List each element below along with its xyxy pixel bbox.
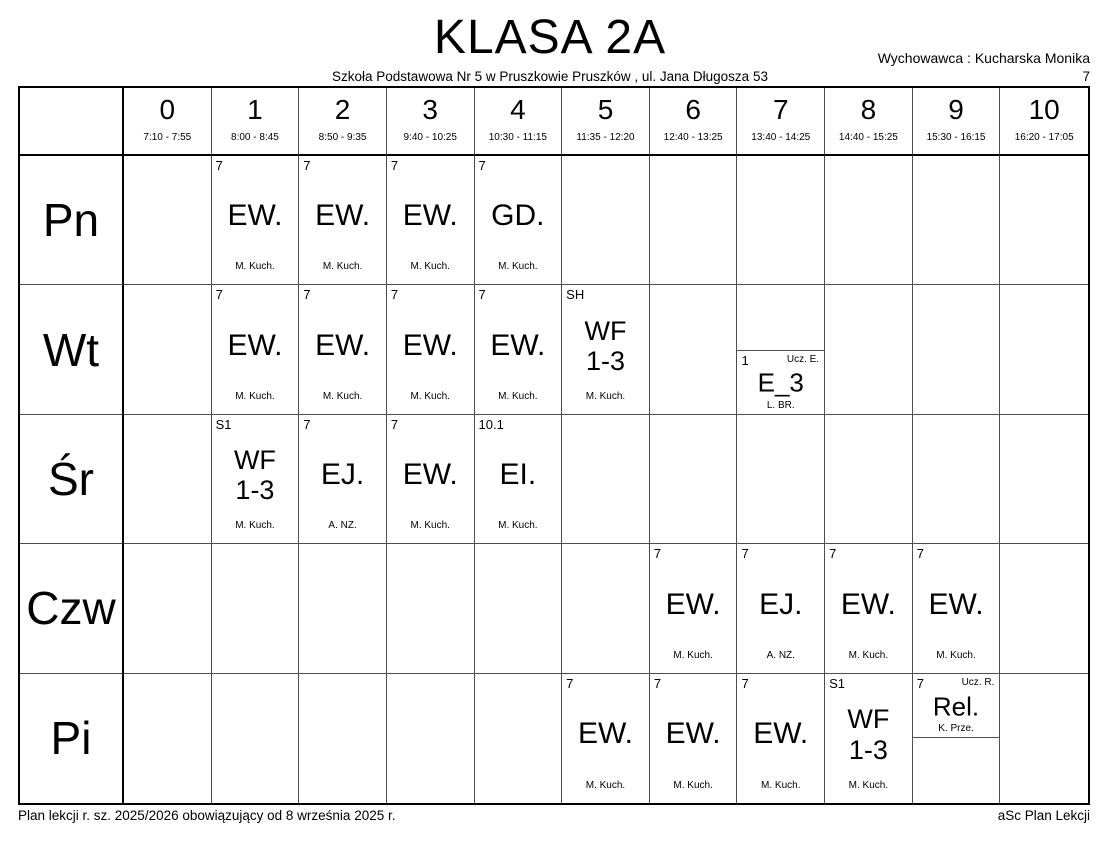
class-number: 7 (1082, 69, 1090, 84)
teacher-label: L. BR. (766, 399, 795, 411)
subject-text: EW. (665, 587, 721, 621)
room-label: 7 (566, 675, 574, 691)
subject-label (387, 458, 474, 492)
subject-text: EW. (665, 717, 721, 751)
cell-d0-p2 (299, 156, 387, 285)
room-label: 7 (303, 158, 311, 173)
subject-label (299, 329, 386, 363)
cell-d3-p2 (299, 544, 387, 673)
cell-d4-p3 (387, 674, 475, 803)
subject-text: EW. (490, 328, 546, 362)
timetable-grid (18, 86, 1090, 805)
teacher-label: M. Kuch. (410, 520, 450, 532)
period-number: 1 (247, 94, 263, 125)
subject-text: EW. (227, 328, 283, 362)
period-number: 7 (772, 94, 789, 125)
period-header-3 (387, 88, 475, 156)
lesson-box (299, 285, 386, 413)
cell-d3-p6 (650, 544, 738, 673)
page-title: KLASA 2A (433, 11, 667, 64)
room-label: 7 (653, 675, 662, 691)
day-name: Wt (42, 323, 100, 376)
period-number: 4 (510, 94, 526, 125)
school-name: Szkoła Podstawowa Nr 5 w Pruszkowie Pruszków , ul. Jana Długosza 53 (332, 69, 768, 84)
period-number: 9 (948, 94, 964, 125)
cell-d3-p10 (1000, 544, 1088, 673)
teacher-label: A. NZ. (328, 520, 357, 532)
subject-label (650, 718, 737, 752)
cell-d3-p8 (825, 544, 913, 673)
subject-text: EW. (753, 717, 809, 751)
cell-d2-p0 (124, 415, 212, 544)
cell-d1-p3 (387, 285, 475, 414)
period-number: 10 (1028, 94, 1060, 125)
room-label: 7 (215, 158, 223, 173)
day-label-2 (20, 285, 124, 414)
cell-d2-p6 (650, 415, 738, 544)
period-header-10 (1000, 88, 1088, 156)
room-label: S1 (829, 675, 845, 691)
room-label: 7 (916, 675, 924, 691)
cell-d0-p8 (825, 156, 913, 285)
subject-text-line2: 1-3 (848, 734, 888, 765)
lesson-box (475, 415, 562, 543)
cell-d3-p0 (124, 544, 212, 673)
cell-d3-p1 (212, 544, 300, 673)
teacher-label: K. Prze. (938, 723, 974, 735)
room-label: 7 (916, 546, 924, 562)
cell-d2-p4 (475, 415, 563, 544)
cell-d4-p0 (124, 674, 212, 803)
cell-d0-p1 (212, 156, 300, 285)
cell-d4-p10 (1000, 674, 1088, 803)
subject-label (825, 588, 912, 622)
subject-text: EW. (928, 587, 984, 621)
cell-d3-p3 (387, 544, 475, 673)
subject-text-line2: 1-3 (235, 475, 275, 506)
cell-d1-p2 (299, 285, 387, 414)
teacher-label: M. Kuch. (498, 520, 538, 532)
cell-d2-p9 (913, 415, 1001, 544)
cell-d1-p0 (124, 285, 212, 414)
room-label: 7 (303, 287, 311, 303)
subject-text: GD. (491, 199, 545, 233)
cell-d2-p8 (825, 415, 913, 544)
room-label: 7 (390, 287, 399, 303)
subject-text: Rel. (932, 691, 980, 722)
teacher-label: M. Kuch. (761, 779, 801, 791)
cell-d0-p5 (562, 156, 650, 285)
period-time: 11:35 - 12:20 (576, 132, 635, 144)
subject-text: WF (584, 315, 627, 346)
cell-d2-p3 (387, 415, 475, 544)
cell-d3-p4 (475, 544, 563, 673)
lesson-box (650, 674, 737, 803)
cell-d4-p8 (825, 674, 913, 803)
lesson-box (913, 674, 1000, 739)
period-header-9 (913, 88, 1001, 156)
teacher-label: M. Kuch. (410, 261, 450, 273)
room-label: 7 (215, 287, 223, 303)
room-label: 7 (390, 158, 399, 173)
period-time: 7:10 - 7:55 (143, 132, 192, 144)
period-time: 8:50 - 9:35 (318, 132, 367, 144)
cell-d1-p4 (475, 285, 563, 414)
cell-d4-p4 (475, 674, 563, 803)
homeroom-teacher: Wychowawca : Kucharska Monika (877, 50, 1090, 66)
period-number: 2 (334, 94, 351, 125)
cell-d1-p9 (913, 285, 1001, 414)
period-number: 0 (159, 94, 176, 125)
subject-label (387, 329, 474, 363)
lesson-box (299, 156, 386, 284)
subject-text: EJ. (759, 587, 803, 621)
period-header-6 (650, 88, 738, 156)
subject-label (825, 704, 912, 764)
period-number: 3 (422, 94, 438, 125)
cell-d0-p0 (124, 156, 212, 285)
day-name: Pi (50, 712, 92, 765)
lesson-box (475, 285, 562, 413)
period-number: 5 (597, 94, 614, 125)
subject-text: EW. (402, 328, 458, 362)
period-header-2 (299, 88, 387, 156)
period-header-1 (212, 88, 300, 156)
group-label: Ucz. R. (961, 676, 995, 688)
teacher-label: M. Kuch. (498, 261, 538, 273)
subject-text: EJ. (320, 458, 365, 492)
room-label: 1 (741, 352, 749, 368)
footer-brand: aSc Plan Lekcji (997, 808, 1090, 823)
room-label: 7 (829, 546, 837, 562)
subject-label (299, 200, 386, 234)
period-header-8 (825, 88, 913, 156)
day-name: Czw (26, 582, 116, 635)
cell-d0-p4 (475, 156, 563, 285)
cell-d4-p9 (913, 674, 1001, 803)
lesson-box (562, 674, 649, 803)
period-header-4 (475, 88, 563, 156)
subject-label (562, 316, 649, 376)
subject-text: EW. (840, 587, 896, 621)
subject-label (475, 458, 562, 492)
teacher-label: M. Kuch. (498, 390, 538, 402)
lesson-box (299, 415, 386, 543)
day-label-3 (20, 415, 124, 544)
period-number: 6 (685, 94, 701, 125)
period-time: 10:30 - 11:15 (488, 132, 547, 144)
cell-d4-p7 (737, 674, 825, 803)
lesson-box (913, 544, 1000, 672)
corner-cell (20, 88, 124, 156)
subject-label (387, 200, 474, 234)
period-time: 13:40 - 14:25 (751, 132, 811, 144)
cell-d1-p6 (650, 285, 738, 414)
cell-d1-p1 (212, 285, 300, 414)
cell-d4-p2 (299, 674, 387, 803)
subject-text: WF (233, 444, 276, 475)
teacher-label: M. Kuch. (585, 390, 626, 402)
cell-d3-p7 (737, 544, 825, 673)
cell-d0-p7 (737, 156, 825, 285)
subject-text: EI. (499, 458, 537, 492)
period-time: 8:00 - 8:45 (231, 132, 279, 144)
teacher-label: M. Kuch. (410, 390, 450, 402)
subject-label (737, 588, 824, 622)
period-header-5 (562, 88, 650, 156)
teacher-label: A. NZ. (766, 649, 795, 661)
subject-text: EW. (315, 328, 371, 362)
cell-d3-p5 (562, 544, 650, 673)
subject-label (650, 588, 737, 622)
cell-d3-p9 (913, 544, 1001, 673)
lesson-box (212, 285, 299, 413)
lesson-box (825, 544, 912, 672)
lesson-box (387, 156, 474, 284)
lesson-box (475, 156, 562, 284)
cell-d2-p7 (737, 415, 825, 544)
subject-label (475, 200, 562, 234)
teacher-label: M. Kuch. (936, 649, 976, 661)
cell-d1-p5 (562, 285, 650, 414)
room-label: 7 (478, 287, 486, 303)
subject-label (737, 369, 824, 398)
teacher-label: M. Kuch. (235, 520, 275, 532)
cell-d4-p1 (212, 674, 300, 803)
subject-label (737, 718, 824, 752)
room-label: 7 (478, 158, 486, 173)
teacher-label: M. Kuch. (673, 649, 713, 661)
subject-label (299, 458, 386, 492)
teacher-label: M. Kuch. (673, 779, 713, 791)
cell-d0-p9 (913, 156, 1001, 285)
cell-d4-p6 (650, 674, 738, 803)
cell-d4-p5 (562, 674, 650, 803)
subject-label (913, 692, 1000, 721)
lesson-box (212, 156, 299, 284)
room-label: 7 (741, 546, 749, 562)
cell-d0-p10 (1000, 156, 1088, 285)
subject-text: WF (847, 704, 890, 735)
lesson-box (737, 544, 824, 672)
teacher-label: M. Kuch. (322, 261, 363, 273)
cell-d2-p1 (212, 415, 300, 544)
teacher-label: M. Kuch. (848, 779, 889, 791)
lesson-box (212, 415, 299, 543)
cell-d2-p10 (1000, 415, 1088, 544)
subject-label (212, 445, 299, 505)
cell-d2-p2 (299, 415, 387, 544)
teacher-label: M. Kuch. (585, 779, 626, 791)
room-label: 7 (741, 675, 749, 691)
period-time: 16:20 - 17:05 (1014, 132, 1074, 144)
lesson-box (737, 350, 824, 414)
period-time: 9:40 - 10:25 (403, 132, 457, 144)
room-label: 7 (390, 416, 399, 432)
day-label-5 (20, 674, 124, 803)
subject-text: EW. (402, 458, 458, 492)
lesson-box (562, 285, 649, 413)
footer-note: Plan lekcji r. sz. 2025/2026 obowiązujący od 8 września 2025 r. (18, 808, 396, 823)
lesson-box (825, 674, 912, 803)
day-name: Śr (48, 452, 94, 505)
period-header-0 (124, 88, 212, 156)
period-time: 15:30 - 16:15 (926, 132, 986, 144)
subject-text-line2: 1-3 (585, 345, 625, 376)
day-label-4 (20, 544, 124, 673)
lesson-box (737, 674, 824, 803)
lesson-box (387, 285, 474, 413)
period-number: 8 (860, 94, 877, 125)
teacher-label: M. Kuch. (235, 261, 275, 273)
day-label-1 (20, 156, 124, 285)
group-label: Ucz. E. (786, 353, 820, 365)
room-label: S1 (215, 416, 232, 432)
cell-d0-p6 (650, 156, 738, 285)
teacher-label: M. Kuch. (235, 390, 275, 402)
room-label: SH (566, 287, 585, 303)
subject-text: EW. (402, 199, 458, 233)
subject-text: E_3 (757, 367, 804, 398)
subject-label (562, 718, 649, 752)
room-label: 7 (303, 416, 311, 432)
subject-label (475, 329, 562, 363)
cell-d1-p7 (737, 285, 825, 414)
period-header-7 (737, 88, 825, 156)
lesson-box (387, 415, 474, 543)
subject-label (212, 329, 299, 363)
subject-text: EW. (227, 199, 283, 233)
cell-d1-p10 (1000, 285, 1088, 414)
cell-d0-p3 (387, 156, 475, 285)
day-name: Pn (42, 194, 100, 247)
teacher-label: M. Kuch. (322, 390, 363, 402)
subject-label (212, 200, 299, 234)
room-label: 10.1 (478, 416, 504, 432)
room-label: 7 (653, 546, 662, 562)
teacher-label: M. Kuch. (848, 649, 889, 661)
period-time: 12:40 - 13:25 (663, 132, 723, 144)
subject-text: EW. (577, 717, 633, 751)
subject-label (913, 588, 1000, 622)
cell-d1-p8 (825, 285, 913, 414)
lesson-box (650, 544, 737, 672)
subject-text: EW. (315, 199, 371, 233)
period-time: 14:40 - 15:25 (838, 132, 898, 144)
cell-d2-p5 (562, 415, 650, 544)
